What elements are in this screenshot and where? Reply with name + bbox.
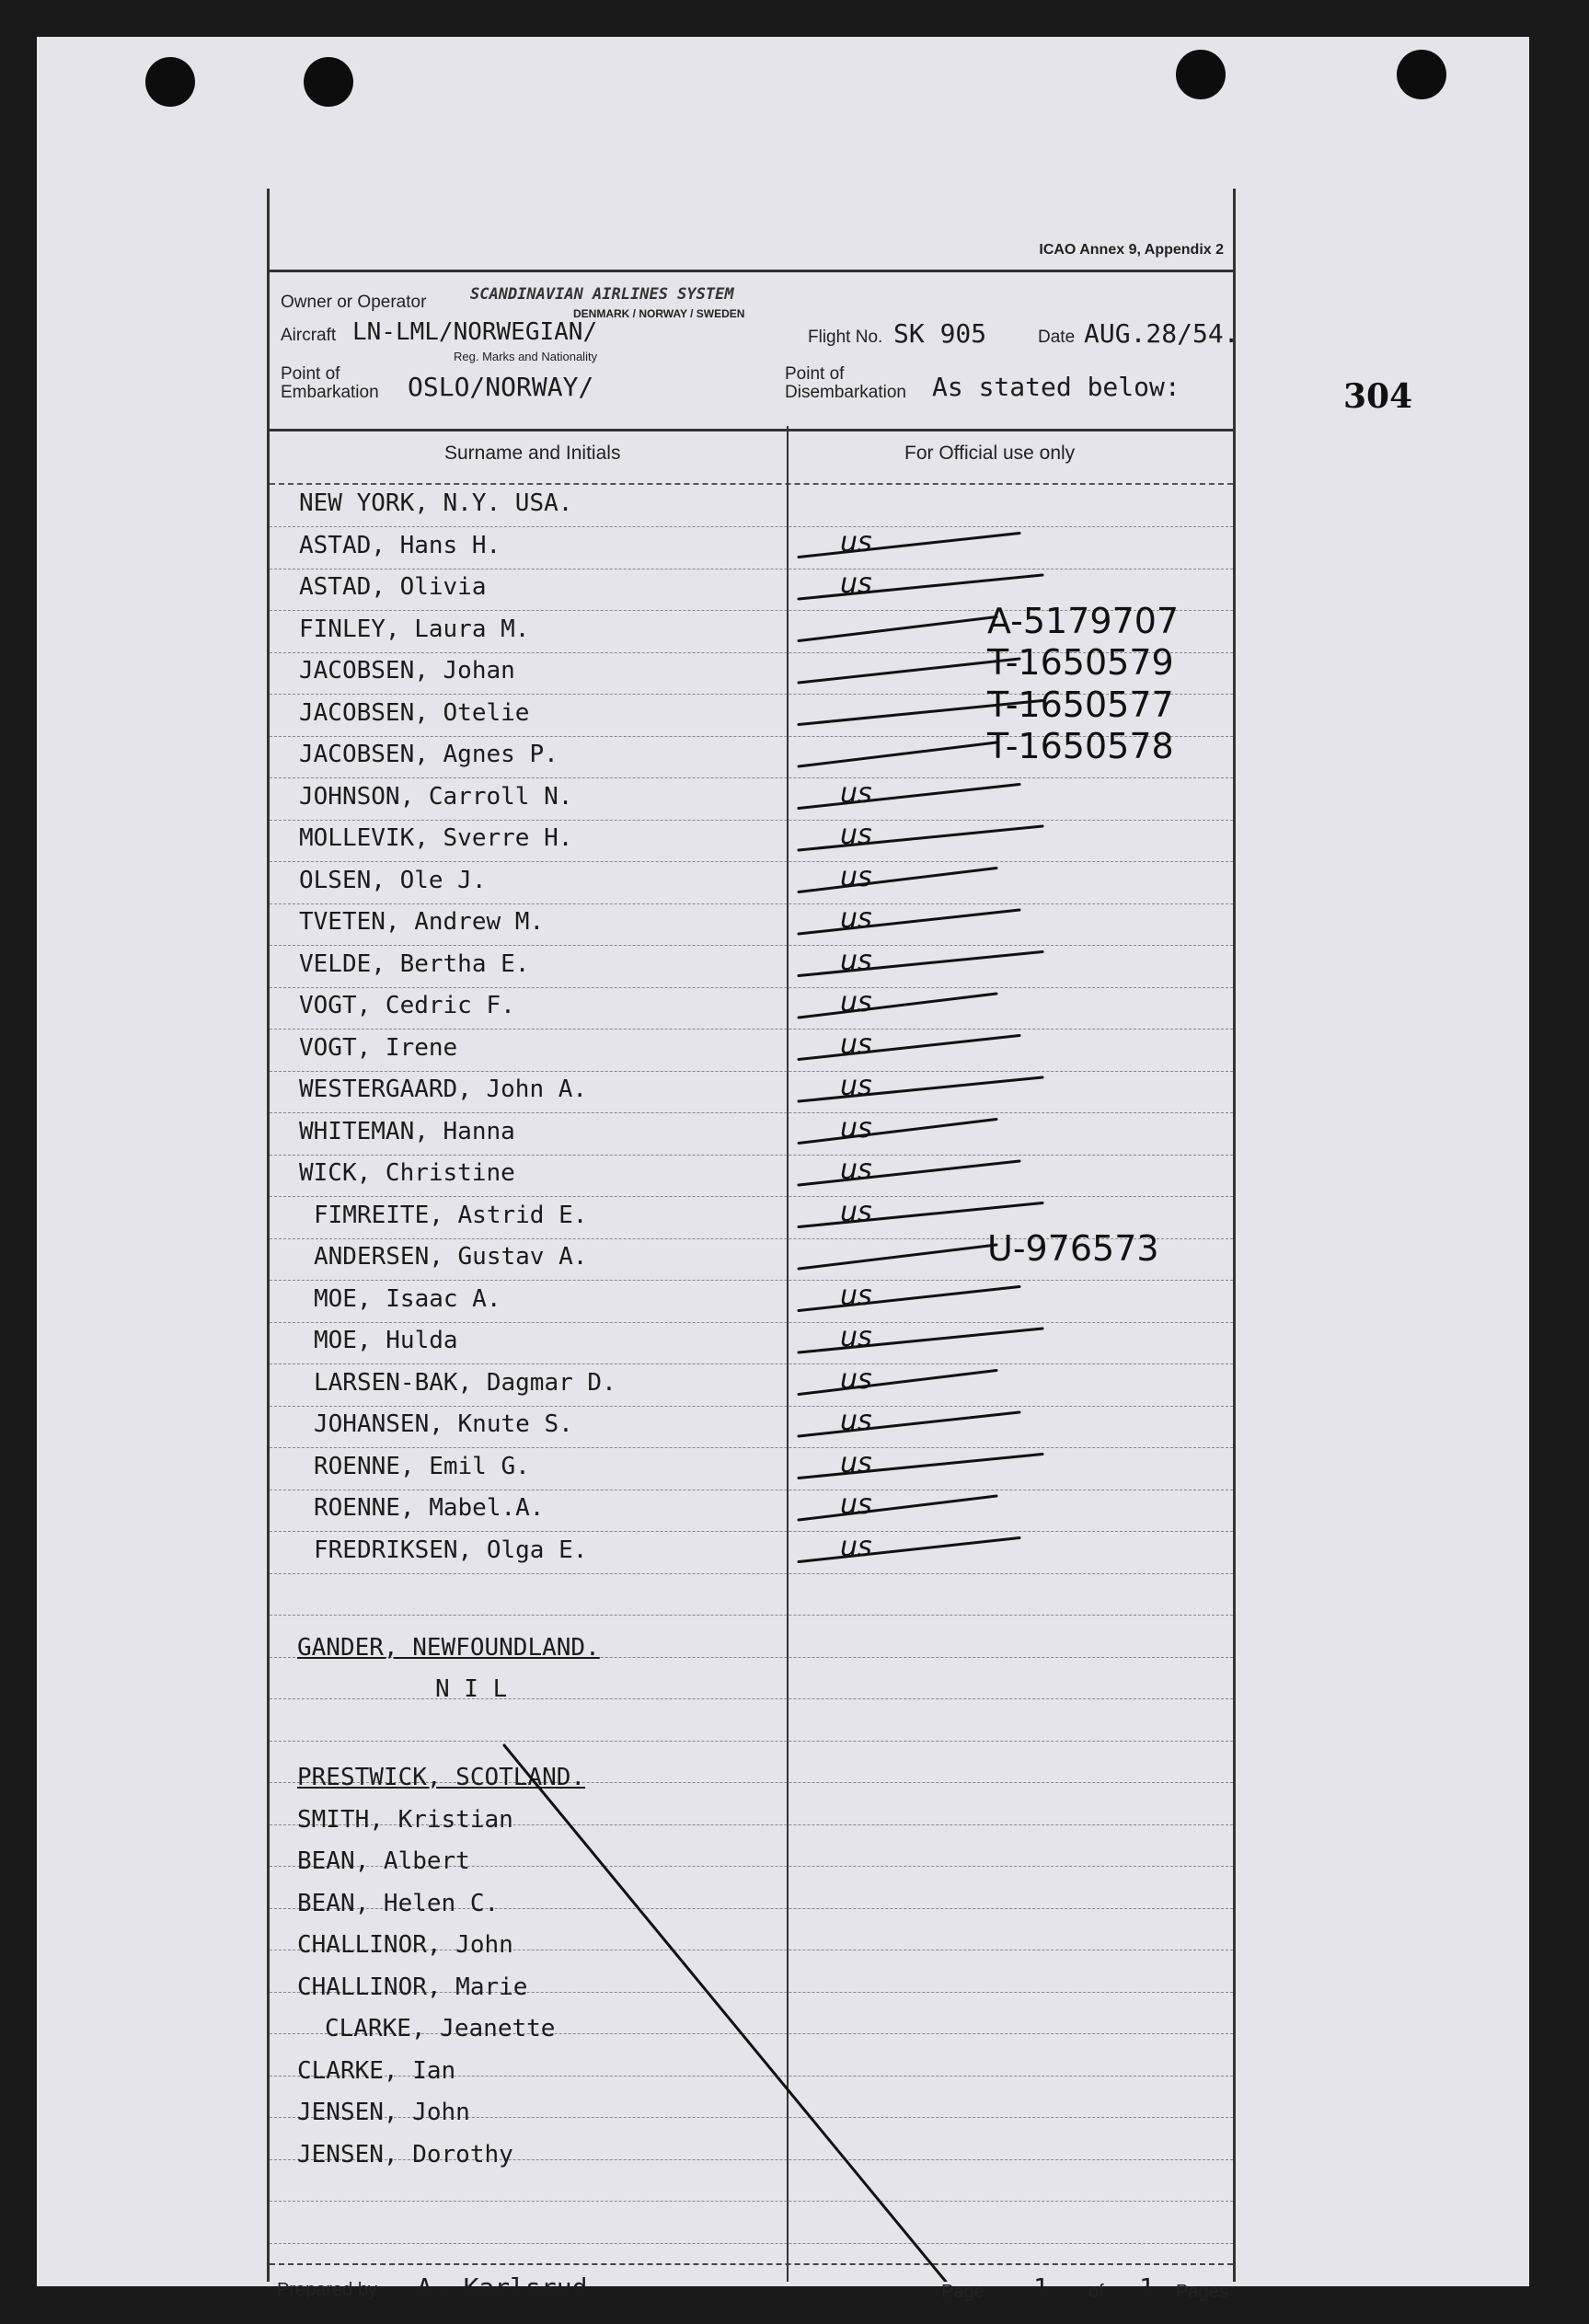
official-strike — [799, 1036, 1019, 1060]
passenger-name: CHALLINOR, Marie — [297, 1973, 528, 2001]
passenger-name: TVETEN, Andrew M. — [299, 908, 545, 936]
official-strike — [799, 826, 1042, 850]
passenger-name: JACOBSEN, Johan — [299, 657, 515, 685]
section-heading-gander: GANDER, NEWFOUNDLAND. — [297, 1633, 600, 1662]
of-label: of — [1088, 2282, 1104, 2302]
manifest-sheet — [37, 37, 1529, 2303]
official-strike — [799, 1371, 996, 1395]
passenger-name: JENSEN, Dorothy — [297, 2140, 513, 2169]
passenger-name: VOGT, Irene — [299, 1033, 458, 1062]
official-strike — [799, 1329, 1042, 1352]
handwritten-marks — [270, 189, 1233, 2282]
official-mark: us — [840, 819, 872, 851]
section-heading-prestwick: PRESTWICK, SCOTLAND. — [297, 1764, 586, 1791]
official-strike — [799, 785, 1019, 809]
official-strike — [799, 1203, 1042, 1227]
date-label: Date — [1038, 328, 1076, 347]
passenger-name: FINLEY, Laura M. — [299, 615, 530, 643]
official-mark: us — [840, 860, 872, 893]
passenger-name: ROENNE, Emil G. — [314, 1452, 530, 1480]
embark-value: OSLO/NORWAY/ — [408, 372, 594, 402]
passenger-name: JOHANSEN, Knute S. — [314, 1410, 573, 1438]
passenger-name: JOHNSON, Carroll N. — [299, 782, 573, 811]
disembark-value: As stated below: — [932, 372, 1180, 402]
official-mark: us — [840, 1363, 872, 1396]
passenger-name: JENSEN, John — [297, 2099, 470, 2126]
official-strike — [799, 1161, 1019, 1185]
official-strike — [799, 617, 996, 641]
official-strike — [799, 701, 1042, 725]
official-mark: us — [840, 1279, 872, 1312]
passenger-name: ROENNE, Mabel.A. — [314, 1494, 545, 1522]
cancel-diagonal — [504, 1745, 946, 2282]
passenger-name: MOE, Isaac A. — [314, 1284, 501, 1313]
passenger-name: CHALLINOR, John — [297, 1931, 513, 1959]
passenger-name: CLARKE, Jeanette — [325, 2015, 556, 2042]
official-code: T-1650577 — [987, 684, 1174, 725]
passenger-name: BEAN, Albert — [297, 1847, 470, 1875]
flight-value: SK 905 — [893, 318, 987, 349]
official-strike — [799, 952, 1042, 976]
official-mark: us — [840, 1070, 872, 1102]
passenger-name: MOLLEVIK, Sverre H. — [299, 824, 573, 852]
aircraft-sub-label: Reg. Marks and Nationality — [454, 350, 598, 363]
form-reference: ICAO Annex 9, Appendix 2 — [1039, 242, 1224, 258]
official-code: U-976573 — [987, 1228, 1159, 1269]
official-code: A-5179707 — [987, 600, 1180, 641]
official-mark: us — [840, 944, 872, 977]
official-code: T-1650579 — [987, 642, 1174, 683]
official-strike — [799, 1287, 1019, 1311]
passenger-name: WHITEMAN, Hanna — [299, 1117, 515, 1145]
disembark-label: Point of — [785, 364, 845, 384]
passenger-name: SMITH, Kristian — [297, 1805, 513, 1834]
passenger-name: NEW YORK, N.Y. USA. — [299, 489, 573, 517]
official-code: T-1650578 — [987, 726, 1174, 766]
passenger-name: JACOBSEN, Otelie — [299, 698, 530, 727]
official-strike — [799, 742, 996, 766]
official-strike — [799, 1455, 1042, 1478]
embark-label: Point of — [281, 364, 340, 384]
punch-hole — [304, 57, 353, 107]
of-value: 1 — [1139, 2272, 1155, 2303]
official-strike — [799, 1077, 1042, 1101]
owner-value: SCANDINAVIAN AIRLINES SYSTEM — [470, 285, 734, 304]
official-mark: us — [840, 1489, 872, 1521]
aircraft-value: LN-LML/NORWEGIAN/ — [352, 318, 598, 346]
passenger-name: FREDRIKSEN, Olga E. — [314, 1536, 588, 1564]
passenger-name: ASTAD, Olivia — [299, 573, 487, 601]
page-value: 1 — [1033, 2272, 1049, 2303]
official-strike — [799, 1245, 996, 1269]
passenger-name: BEAN, Helen C. — [297, 1889, 500, 1917]
official-strike — [799, 1412, 1019, 1436]
official-mark: us — [840, 525, 872, 558]
official-strike — [799, 659, 1019, 683]
date-value: AUG.28/54. — [1084, 318, 1239, 349]
passenger-name: WESTERGAARD, John A. — [299, 1076, 588, 1103]
official-strike — [799, 575, 1042, 599]
official-strike — [799, 1538, 1019, 1562]
col-official-header: For Official use only — [904, 443, 1076, 464]
prepared-by-label: Prepared by — [277, 2280, 377, 2300]
passenger-name: MOE, Hulda — [314, 1327, 458, 1354]
passenger-name: VELDE, Bertha E. — [299, 949, 530, 978]
official-mark: us — [840, 1405, 872, 1437]
punch-hole — [145, 57, 195, 107]
official-strike — [799, 1496, 996, 1520]
passenger-name: VOGT, Cedric F. — [299, 992, 515, 1019]
official-strike — [799, 1120, 996, 1144]
page-label: Page — [941, 2282, 984, 2302]
embark-label-2: Embarkation — [281, 383, 379, 402]
official-mark: us — [840, 986, 872, 1018]
official-mark: us — [840, 1028, 872, 1061]
official-strike — [799, 534, 1019, 558]
page-stamp-number: 304 — [1343, 377, 1413, 416]
official-strike — [799, 994, 996, 1018]
punch-hole — [1397, 50, 1446, 99]
col-surname-header: Surname and Initials — [444, 443, 621, 464]
official-mark: us — [840, 1154, 872, 1186]
owner-label: Owner or Operator — [281, 293, 427, 312]
official-mark: us — [840, 1446, 872, 1479]
official-strike — [799, 869, 996, 892]
official-mark: us — [840, 1530, 872, 1563]
gander-nil: N I L — [435, 1675, 508, 1703]
aircraft-label: Aircraft — [281, 326, 337, 345]
official-mark: us — [840, 903, 872, 935]
passenger-name: JACOBSEN, Agnes P. — [299, 741, 558, 768]
official-strike — [799, 910, 1019, 934]
official-mark: us — [840, 777, 872, 810]
official-mark: us — [840, 1321, 872, 1353]
official-mark: us — [840, 568, 872, 600]
official-mark: us — [840, 1111, 872, 1145]
passenger-name: WICK, Christine — [299, 1159, 515, 1187]
official-mark: us — [840, 1195, 872, 1228]
passenger-name: OLSEN, Ole J. — [299, 866, 487, 894]
prepared-by-value: A. Karlsrud — [417, 2272, 588, 2303]
passenger-name: ANDERSEN, Gustav A. — [314, 1243, 588, 1271]
passenger-name: FIMREITE, Astrid E. — [314, 1201, 588, 1229]
disembark-label-2: Disembarkation — [785, 383, 906, 402]
passenger-name: LARSEN-BAK, Dagmar D. — [314, 1368, 616, 1397]
flight-label: Flight No. — [808, 328, 883, 347]
owner-countries: DENMARK / NORWAY / SWEDEN — [573, 307, 745, 320]
punch-hole — [1176, 50, 1226, 99]
passenger-name: ASTAD, Hans H. — [299, 531, 501, 559]
passenger-manifest-form — [267, 189, 1239, 2303]
passenger-name: CLARKE, Ian — [297, 2056, 456, 2085]
pages-label: Pages — [1176, 2282, 1228, 2302]
